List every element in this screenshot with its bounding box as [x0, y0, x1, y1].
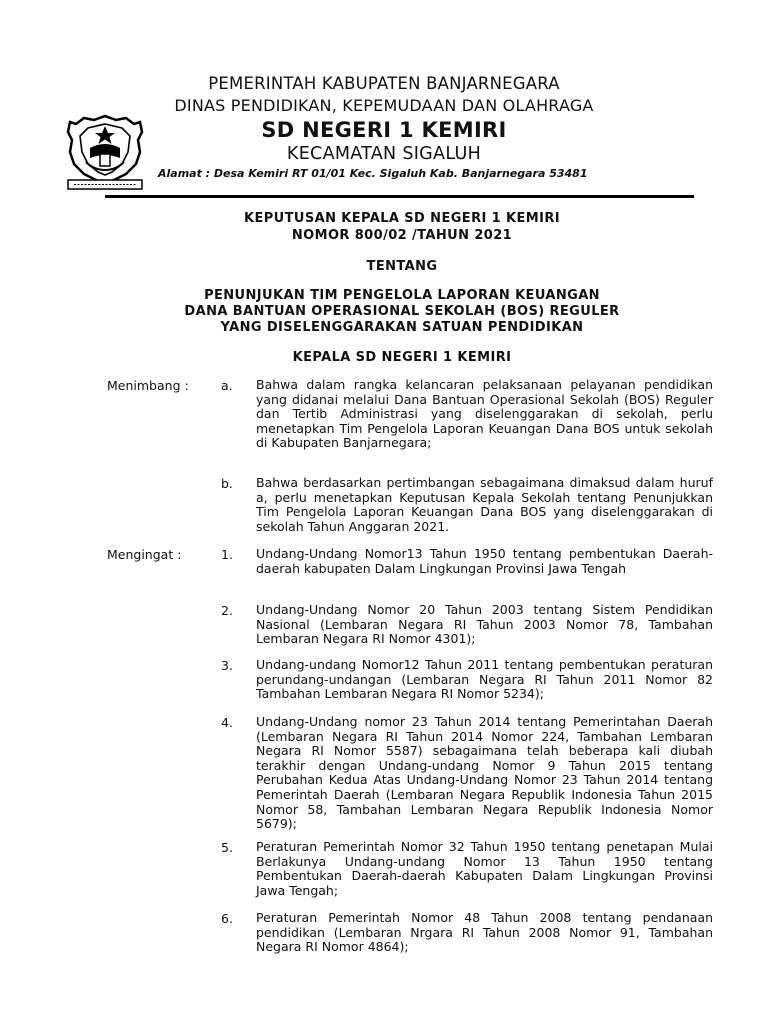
- mengingat-clause-3: Undang-undang Nomor12 Tahun 2011 tentang pembentukan peraturan perundang-undangan (Lembaran Negara RI Tahun 2011 Nomor 82 Tambahan Lembaran Negara RI Nomor 5234);: [256, 657, 713, 702]
- regency-coat-of-arms-icon: [64, 112, 146, 192]
- decree-tentang: TENTANG: [366, 259, 438, 274]
- school-name: SD NEGERI 1 KEMIRI: [261, 118, 507, 142]
- mengingat-clause-5: Peraturan Pemerintah Nomor 32 Tahun 1950 tentang penetapan Mulai Berlakunya Undang-undang Nomor 13 Tahun 1950 tentang Pembentukan Daerah-daerah Kabupaten Dalam Lingkungan Provinsi Jawa Tengah;: [256, 839, 713, 898]
- decree-subject-line3: YANG DISELENGGARAKAN SATUAN PENDIDIKAN: [220, 320, 584, 335]
- mengingat-marker-1: 1.: [221, 547, 233, 562]
- mengingat-marker-3: 3.: [221, 658, 233, 673]
- menimbang-marker-a: a.: [221, 378, 233, 393]
- mengingat-marker-2: 2.: [221, 603, 233, 618]
- subdistrict-name: KECAMATAN SIGALUH: [286, 144, 482, 164]
- decree-title: KEPUTUSAN KEPALA SD NEGERI 1 KEMIRI: [243, 211, 561, 226]
- mengingat-clause-2: Undang-Undang Nomor 20 Tahun 2003 tentang Sistem Pendidikan Nasional (Lembaran Negara RI Tahun 2003 Nomor 78, Tambahan Lembaran Negara RI Nomor 4301);: [256, 602, 713, 647]
- mengingat-clause-4: Undang-Undang nomor 23 Tahun 2014 tentang Pemerintahan Daerah (Lembaran Negara RI Tahun 2014 Nomor 224, Tambahan Lembaran Negara RI Nomor 5587) sebagaimana telah beberapa kali diubah terakhir dengan Undang-undang Nomor 9 Tahun 2015 tentang Perubahan Kedua Atas Undang-Undang Nomor 23 Tahun 2014 tentang Pemerintah Daerah (Lembaran Negara Republik Indonesia Tahun 2015 Nomor 58, Tambahan Lembaran Negara Republik Indonesia Nomor 5679);: [256, 714, 713, 832]
- letterhead-divider: [105, 195, 694, 198]
- menimbang-label: Menimbang :: [107, 378, 189, 393]
- school-address: Alamat : Desa Kemiri RT 01/01 Kec. Sigaluh Kab. Banjarnegara 53481: [158, 167, 588, 180]
- mengingat-marker-5: 5.: [221, 840, 233, 855]
- mengingat-label: Mengingat :: [107, 547, 182, 562]
- decree-subject-line2: DANA BANTUAN OPERASIONAL SEKOLAH (BOS) REGULER: [184, 304, 620, 319]
- decree-subject-line1: PENUNJUKAN TIM PENGELOLA LAPORAN KEUANGAN: [204, 288, 600, 303]
- mengingat-clause-1: Undang-Undang Nomor13 Tahun 1950 tentang pembentukan Daerah-daerah kabupaten Dalam Lingkungan Provinsi Jawa Tengah: [256, 546, 713, 576]
- mengingat-marker-4: 4.: [221, 715, 233, 730]
- letterhead-department: DINAS PENDIDIKAN, KEPEMUDAAN DAN OLAHRAGA: [174, 96, 594, 115]
- menimbang-clause-b: Bahwa berdasarkan pertimbangan sebagaimana dimaksud dalam huruf a, perlu menetapkan Keputusan Kepala Sekolah tentang Penunjukkan Tim Pengelola Laporan Keuangan Dana BOS yang diselenggarakan di sekolah Tahun Anggaran 2021.: [256, 475, 713, 534]
- letterhead-government: PEMERINTAH KABUPATEN BANJARNEGARA: [208, 74, 560, 93]
- decree-number: NOMOR 800/02 /TAHUN 2021: [291, 228, 513, 243]
- menimbang-clause-a: Bahwa dalam rangka kelancaran pelaksanaan pelayanan pendidikan yang didanai melalui Dana Bantuan Operasional Sekolah (BOS) Reguler dan Tertib Administrasi yang diselenggarakan di sekolah, perlu menetapkan Tim Pengelola Laporan Keuangan Dana BOS untuk sekolah di Kabupaten Banjarnegara;: [256, 377, 713, 451]
- mengingat-clause-6: Peraturan Pemerintah Nomor 48 Tahun 2008 tentang pendanaan pendidikan (Lembaran Nrgara RI Tahun 2008 Nomor 91, Tambahan Negara RI Nomor 4864);: [256, 910, 713, 955]
- mengingat-marker-6: 6.: [221, 911, 233, 926]
- decree-issuer: KEPALA SD NEGERI 1 KEMIRI: [292, 350, 512, 365]
- menimbang-marker-b: b.: [221, 476, 233, 491]
